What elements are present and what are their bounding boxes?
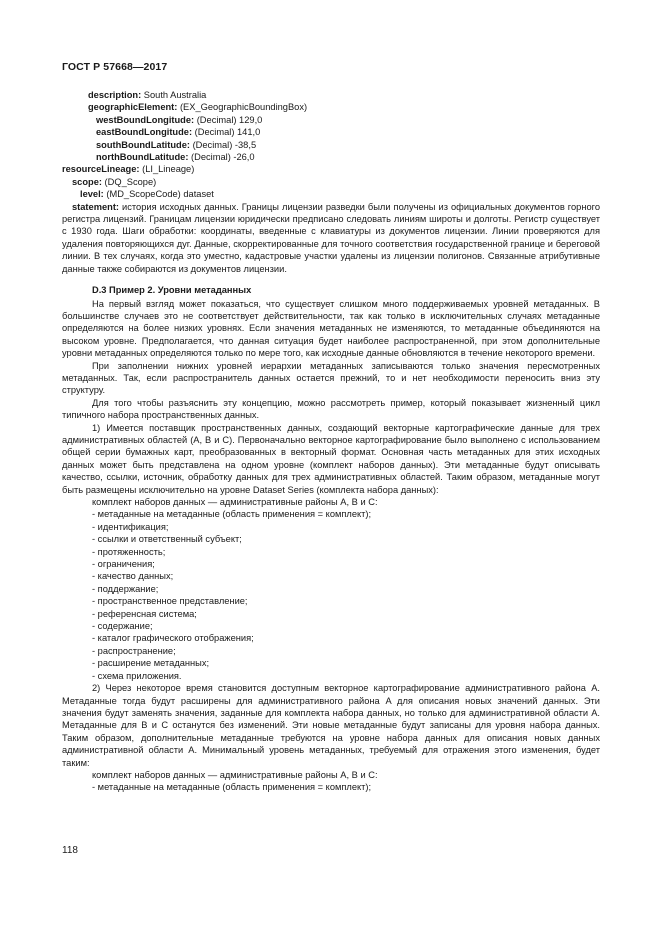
list-item: - протяженность;: [92, 546, 166, 557]
xml-line-resource-lineage: resourceLineage: (LI_Lineage): [62, 164, 195, 175]
xml-line-north-bound: northBoundLatitude: (Decimal) -26,0: [96, 152, 255, 163]
list-item: - содержание;: [92, 621, 153, 632]
section-heading: D.3 Пример 2. Уровни метаданных: [92, 285, 252, 296]
standard-header: ГОСТ Р 57668—2017: [62, 61, 168, 73]
xml-line-description: description: South Australia: [88, 90, 207, 100]
metadata-list-1: [62, 496, 600, 682]
xml-line-east-bound: eastBoundLongitude: (Decimal) 141,0: [96, 127, 261, 138]
list-item: - пространственное представление;: [92, 596, 248, 607]
metadata-list-2: [62, 769, 600, 794]
list-heading: комплект наборов данных — административные районы A, B и C:: [92, 497, 378, 507]
list-heading: комплект наборов данных — административные районы A, B и C:: [92, 769, 378, 780]
xml-line-south-bound: southBoundLatitude: (Decimal) -38,5: [96, 139, 257, 150]
list-item: - каталог графического отображения;: [92, 633, 254, 644]
list-item: - ограничения;: [92, 559, 155, 570]
xml-line-west-bound: westBoundLongitude: (Decimal) 129,0: [96, 114, 263, 125]
paragraph-2: При заполнении нижних уровней иерархии метаданных записываются только значения пересмотренных метаданных. Так, если распространитель данных остается прежний, то и нет необходимости переносить вниз эту структуру.: [62, 360, 600, 396]
list-item: - распространение;: [92, 645, 176, 656]
list-item: - метаданные на метаданные (область применения = комплект);: [92, 509, 372, 520]
xml-line-scope: scope: (DQ_Scope): [72, 176, 157, 187]
xml-line-statement: statement: история исходных данных. Границы лицензии разведки были получены из официальных документов горного регистра лицензий. Границам лицензии юридически предписано следовать линиям широты и долготы. Регистр существует с 1930 года. Шаги обработки: координаты, введенные с клавиатуры из документов лицензии. Линии проверяются для удаления повторяющихся дуг. Данные, скорректированные для точного соответствия государственной границе и береговой линии. В тех случаях, когда это уместно, кадастровые участки удалены из лицензии полигонов. Связанные атрибутивные данные также собираются из документов лицензии.: [62, 201, 600, 274]
xml-line-geographic-element: geographicElement: (EX_GeographicBoundingBox): [88, 102, 308, 113]
list-item: - схема приложения.: [92, 670, 182, 681]
paragraph-4: 1) Имеется поставщик пространственных данных, создающий векторные картографические данные для трех административных областей (A, B и C). Первоначально векторное картографирование было выполнено с использованием общей серии бумажных карт, преобразованных в векторный формат. Основная часть метаданных для этих исходных данных может быть представлена на одном уровне (комплект наборов данных). Эти метаданные будут описывать качество, ссылки, источник, обработку данных для трех административных областей. Таким образом, метаданные могут быть размещены исключительно на уровне Dataset Series (комплекта набора данных):: [62, 422, 600, 495]
list-item: - качество данных;: [92, 571, 174, 582]
page-content: [62, 89, 600, 794]
list-item: - идентификация;: [92, 521, 169, 532]
page-number: 118: [62, 845, 78, 856]
paragraph-5: 2) Через некоторое время становится доступным векторное картографирование административного района A. Метаданные тогда будут расширены для административного района A для описания новых значений данных. Эти значения будут заменять значения, заданные для комплекта набора данных, но только для административной области A. Метаданные для B и C останутся без изменений. Эти новые метаданные будут записаны для уровня набора данных. Таким образом, дополнительные метаданные требуются на уровне набора данных для описания новых данных административной области A. Минимальный уровень метаданных, требуемый для отражения этого изменения, будет таким:: [62, 683, 600, 768]
list-item: - референсная система;: [92, 608, 197, 619]
list-item: - ссылки и ответственный субъект;: [92, 534, 242, 545]
xml-block: [62, 89, 600, 275]
xml-line-level: level: (MD_ScopeCode) dataset: [80, 189, 214, 200]
list-item: - расширение метаданных;: [92, 658, 210, 669]
paragraph-1: На первый взгляд может показаться, что существует слишком много поддерживаемых уровней метаданных. В большинстве случаев это не соответствует действительности, так как только в исключительных случаях метаданные определяются на более низких уровнях. Если значения метаданных не изменяются, то метаданные объединяются на высоком уровне. Предполагается, что данная ситуация будет наиболее распространенной, при этом дополнительные уровни метаданных определяются только по мере того, как исходные данные обновляются в течение некоторого времени.: [62, 298, 600, 359]
paragraph-3: Для того чтобы разъяснить эту концепцию, можно рассмотреть пример, который показывает жизненный цикл типичного набора пространственных данных.: [62, 397, 600, 421]
list-item: - поддержание;: [92, 583, 159, 594]
list-item: - метаданные на метаданные (область применения = комплект);: [92, 782, 372, 793]
